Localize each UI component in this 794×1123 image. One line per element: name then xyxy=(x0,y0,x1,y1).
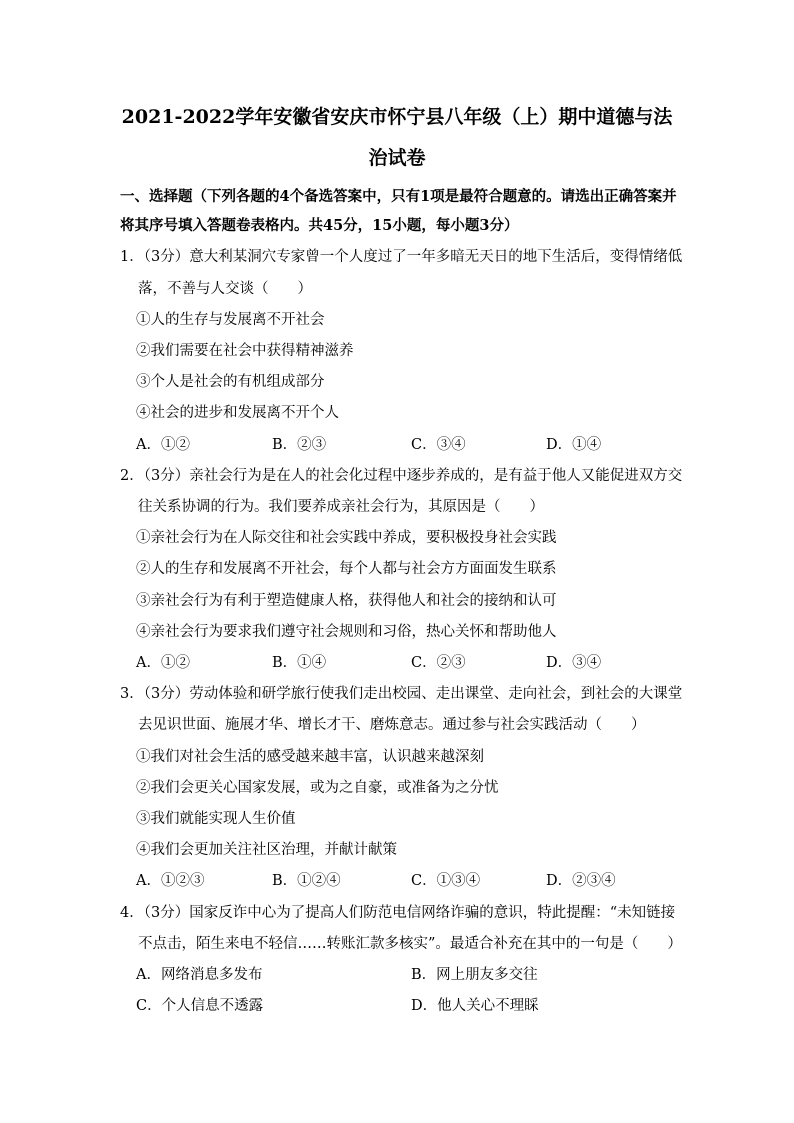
question-1-statement-4: ④社会的进步和发展离不开个人 xyxy=(136,405,339,421)
question-4-stem-line2: 不点击，陌生来电不轻信……转账汇款多核实”。最适合补充在其中的一句是（ ） xyxy=(138,936,682,952)
question-1-option-a[interactable]: A．①② xyxy=(136,437,190,453)
question-1-statement-1: ①人的生存与发展离不开社会 xyxy=(136,312,325,328)
question-4-option-b[interactable]: B．网上朋友多交往 xyxy=(411,967,538,983)
question-2-statement-2: ②人的生存和发展离不开社会，每个人都与社会方方面面发生联系 xyxy=(136,561,557,577)
question-2-option-b[interactable]: B．①④ xyxy=(272,655,327,671)
question-3-stem-line1: 3．（3分）劳动体验和研学旅行使我们走出校园、走出课堂、走向社会，到社会的大课堂 xyxy=(120,686,683,702)
question-3-statement-1: ①我们对社会生活的感受越来越丰富，认识越来越深刻 xyxy=(136,749,484,765)
question-2-statement-4: ④亲社会行为要求我们遵守社会规则和习俗，热心关怀和帮助他人 xyxy=(136,624,557,640)
question-4-option-d[interactable]: D．他人关心不理睬 xyxy=(411,998,539,1014)
question-2-option-a[interactable]: A．①② xyxy=(136,655,190,671)
question-4-option-a[interactable]: A．网络消息多发布 xyxy=(136,967,263,983)
question-1-stem-line1: 1．（3分）意大利某洞穴专家曾一个人度过了一年多暗无天日的地下生活后，变得情绪低 xyxy=(120,249,683,265)
question-2-option-c[interactable]: C．②③ xyxy=(411,655,466,671)
exam-title-line2: 治试卷 xyxy=(368,147,426,169)
question-2-option-d[interactable]: D．③④ xyxy=(546,655,602,671)
question-3-option-a[interactable]: A．①②③ xyxy=(136,873,205,889)
question-2-statement-1: ①亲社会行为在人际交往和社会实践中养成，要积极投身社会实践 xyxy=(136,530,557,546)
question-1-option-b[interactable]: B．②③ xyxy=(272,437,327,453)
question-2-statement-3: ③亲社会行为有利于塑造健康人格，获得他人和社会的接纳和认可 xyxy=(136,593,557,609)
question-2-stem-line1: 2．（3分）亲社会行为是在人的社会化过程中逐步养成的，是有益于他人又能促进双方交 xyxy=(120,468,683,484)
question-1-option-c[interactable]: C．③④ xyxy=(411,437,466,453)
question-1-option-d[interactable]: D．①④ xyxy=(546,437,602,453)
section-header-line1: 一、选择题（下列各题的4个备选答案中，只有1项是最符合题意的。请选出正确答案并 xyxy=(120,188,677,205)
exam-title-line1: 2021-2022学年安徽省安庆市怀宁县八年级（上）期中道德与法 xyxy=(121,106,673,128)
question-3-option-d[interactable]: D．②③④ xyxy=(546,873,616,889)
question-3-statement-4: ④我们会更加关注社区治理，并献计献策 xyxy=(136,842,397,858)
question-3-option-b[interactable]: B．①②④ xyxy=(272,873,341,889)
question-4-stem-line1: 4．（3分）国家反诈中心为了提高人们防范电信网络诈骗的意识，特此提醒：“未知链接 xyxy=(120,905,676,921)
question-3-option-c[interactable]: C．①③④ xyxy=(411,873,481,889)
question-2-stem-line2: 往关系协调的行为。我们要养成亲社会行为，其原因是（ ） xyxy=(138,499,544,515)
question-1-stem-line2: 落，不善与人交谈（ ） xyxy=(138,281,312,297)
section-header-line2: 将其序号填入答题卷表格内。共45分，15小题，每小题3分） xyxy=(120,217,519,234)
question-3-stem-line2: 去见识世面、施展才华、增长才干、磨炼意志。通过参与社会实践活动（ ） xyxy=(138,717,646,733)
question-3-statement-2: ②我们会更关心国家发展，或为之自豪，或准备为之分忧 xyxy=(136,780,499,796)
question-3-statement-3: ③我们就能实现人生价值 xyxy=(136,811,296,827)
question-1-statement-2: ②我们需要在社会中获得精神滋养 xyxy=(136,343,354,359)
question-4-option-c[interactable]: C．个人信息不透露 xyxy=(136,998,264,1014)
question-1-statement-3: ③个人是社会的有机组成部分 xyxy=(136,374,325,390)
